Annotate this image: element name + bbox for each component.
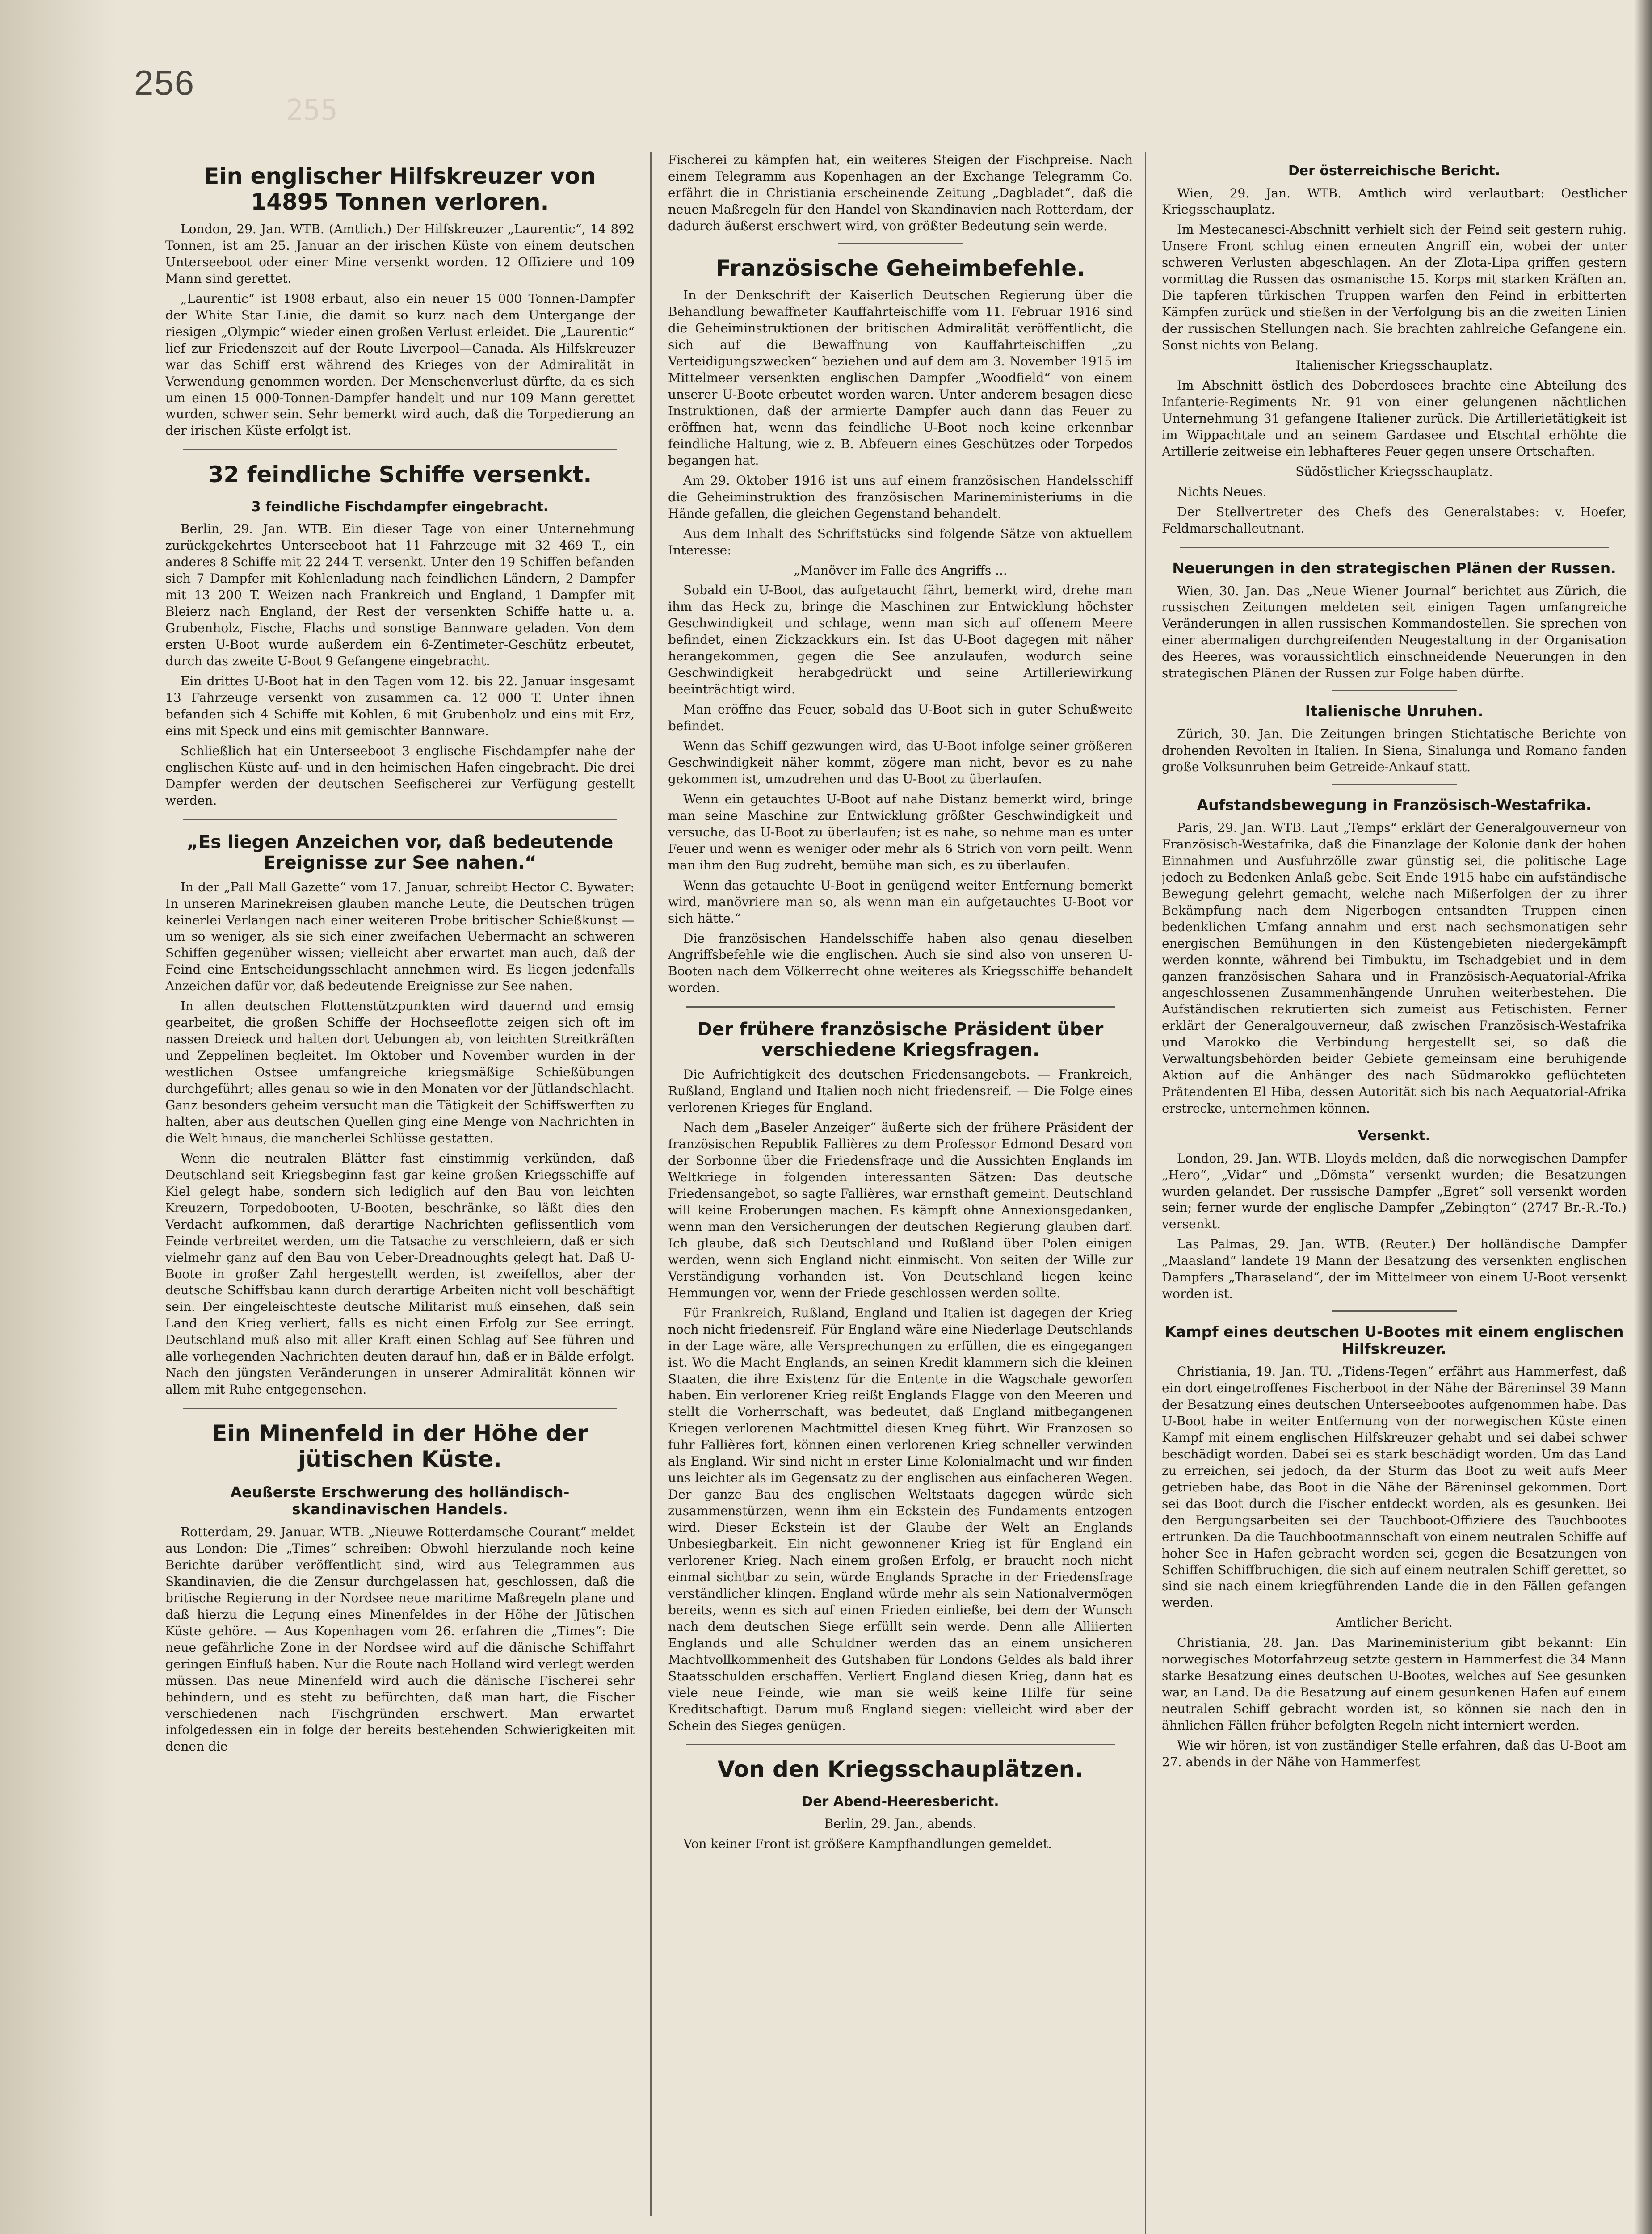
subheadline-handel: Aeußerste Erschwerung des holländisch-skandinavischen Handels. (230, 1483, 570, 1518)
paragraph: Schließlich hat ein Unterseeboot 3 englische Fischdampfer nahe der englischen Küste auf- und in den heimischen Hafen eingebracht. Die drei Dampfer werden der deutschen Seefischerei zur Verfügung gestellt werden. (165, 743, 635, 808)
subheadline-fischdampfer: 3 feindliche Fischdampfer eingebracht. (251, 499, 549, 515)
paragraph: Christiania, 19. Jan. TU. „Tidens-Tegen“ erfährt aus Hammerfest, daß ein dort eingetroffenes Fischerboot in der Nähe der Bäreninsel 39 Mann der Besatzung eines deutschen Unterseebootes aufgenommen habe. Das U-Boot habe in weiter Entfernung von der norwegischen Küste einen Kampf mit einem englischen Hilfskreuzer gehabt und sei dabei schwer beschädigt worden. Dabei sei es stark beschädigt worden. Um das Land zu erreichen, sei jedoch, da der Sturm das Boot zu weit aufs Meer getrieben habe, das Boot in die Nähe der Bäreninsel gekommen. Dort sei das Boot durch die Fischer entdeckt worden, als es gesunken. Bei den Bergungsarbeiten sei der Tauchboot-Offiziere des Tauchbootes ertrunken. Da die Tauchbootmannschaft von einem neutralen Schiffe auf hoher See in Hafen gebracht worden sei, gegen die Besatzungen von Schiffen Schiffbruchigen, die sich auf einem neutralen Schiff gerettet, so sind sie nach einem kriegführenden Lande die in den Fällen gefangen werden. (1162, 1364, 1627, 1610)
paragraph: Die Aufrichtigkeit des deutschen Friedensangebots. — Frankreich, Rußland, England und Italien noch nicht friedensreif. — Die Folge eines verlorenen Krieges für England. (668, 1067, 1133, 1115)
paragraph: Las Palmas, 29. Jan. WTB. (Reuter.) Der holländische Dampfer „Maasland“ landete 19 Mann der Besatzung des versenkten englischen Dampfers „Tharaseland“, der im Mittelmeer von einem U-Boot versenkt worden ist. (1162, 1237, 1627, 1302)
column-rule-2 (1145, 152, 1146, 2234)
paragraph: Nichts Neues. (1177, 484, 1267, 499)
separator (183, 1408, 617, 1409)
headline-westafrika: Aufstandsbewegung in Französisch-Westafrika. (1197, 796, 1592, 814)
headline-italien: Italienische Unruhen. (1305, 702, 1484, 720)
subheadline-heeresbericht: Der Abend-Heeresbericht. (802, 1793, 999, 1810)
headline-geheimbefehle: Französische Geheimbefehle. (715, 255, 1085, 281)
paragraph: London, 29. Jan. WTB. (Amtlich.) Der Hilfskreuzer „Laurentic“, 14 892 Tonnen, ist am 25. Januar an der irischen Küste von einem deutschen Unterseeboot oder einer Mine versenkt worden. 12 Offiziere und 109 Mann sind gerettet. (165, 222, 635, 286)
headline-anzeichen: „Es liegen Anzeichen vor, daß bedeutende Ereignisse zur See nahen.“ (186, 831, 614, 873)
section-label: Südöstlicher Kriegsschauplatz. (1295, 464, 1493, 479)
separator (1332, 690, 1457, 691)
paragraph: Am 29. Oktober 1916 ist uns auf einem französischen Handelsschiff die Geheiminstruktion des französischen Marineministeriums in die Hände gefallen, die gleichen Gegenstand behandelt. (668, 473, 1133, 521)
paragraph: Paris, 29. Jan. WTB. Laut „Temps“ erklärt der Generalgouverneur von Französisch-Westafrika, daß die Finanzlage der Kolonie dank der hohen Einnahmen und Ausfuhrzölle zwar günstig sei, die politische Lage jedoch zu Bedenken Anlaß gebe. Seit Ende 1915 habe ein aufständische Bewegung gelehrt gemacht, welche nach Mißerfolgen der zu ihrer Bekämpfung nach dem Nigerbogen entsandten Truppen einen bedenklichen Umfang annahm und erst nach sechsmonatigen sehr energischen Bemühungen in den Küstengebieten niedergekämpft werden konnte, während bei Timbuktu, im Tschadgebiet und in dem ganzen französischen Sahara und in Französisch-Aequatorial-Afrika angeschlossenen Zusammenhängende Unruhen weiterbestehen. Die Aufständischen rekrutierten sich zumeist aus Fetischisten. Ferner erklärt der Generalgouverneur, daß zwischen Französisch-Westafrika und Marokko die Verbindung hergestellt sei, so daß die Verwaltungsbehörden beider Gebiete gemeinsam eine beruhigende Aktion auf die Anhänger des nach Südmarokko geflüchteten Prätendenten El Hiba, dessen Autorität sich bis nach Aequatorial-Afrika erstrecke, unternehmen können. (1162, 820, 1627, 1116)
separator (686, 1006, 1115, 1008)
page-fold-shadow (1634, 0, 1652, 2234)
headline-minenfeld: Ein Minenfeld in der Höhe der jütischen Küste. (212, 1420, 588, 1472)
paragraph: Wenn die neutralen Blätter fast einstimmig verkünden, daß Deutschland seit Kriegsbeginn fast gar keine großen Kriegsschiffe auf Kiel gelegt habe, sondern sich lediglich auf den Bau von leichten Kreuzern, Torpedobooten, U-Booten, beschränke, so läßt dies den Verdacht aufkommen, daß derartige Nachrichten geflissentlich vom Feinde verbreitet werden, um die Tatsache zu verschleiern, daß er sich vielmehr ganz auf den Bau von Ueber-Dreadnoughts gelegt hat. Daß U-Boote in großer Zahl hergestellt werden, ist zweifellos, aber der deutsche Schiffsbau kann durch derartige Arbeiten nicht voll beschäftigt sein. Der eingeleischteste deutsche Militarist muß einsehen, daß sein Land den Krieg verliert, falls es nicht einen Erfolg zur See erringt. Deutschland muß also mit aller Kraft einen Schlag auf See führen und alle vorliegenden Nachrichten deuten darauf hin, daß er in Bälde erfolgt. Nach den jüngsten Veränderungen in unserer Admiralität können wir allem mit Ruhe entgegensehen. (165, 1151, 635, 1397)
separator (1180, 547, 1609, 548)
paragraph: Wie wir hören, ist von zuständiger Stelle erfahren, daß das U-Boot am 27. abends in der Nähe von Hammerfest (1162, 1738, 1627, 1769)
headline-praesident: Der frühere französische Präsident über verschiedene Kriegsfragen. (697, 1019, 1104, 1061)
separator (183, 449, 617, 450)
page-edge-shadow (0, 0, 116, 2234)
paragraph: In der Denkschrift der Kaiserlich Deutschen Regierung über die Behandlung bewaffneter Kauffahrteischiffe vom 11. Februar 1916 sind die Geheiminstruktionen der britischen Admiralität veröffentlicht, die sich auf die Bewaffnung von Kauffahrteischiffen „zu Verteidigungszwecken“ beziehen und auf dem am 3. November 1915 im Mittelmeer versenkten englischen Dampfer „Woodfield“ von einem unserer U-Boote erbeutet worden waren. Unter anderem besagen diese Instruktionen, daß der armierte Dampfer auch dann das Feuer zu eröffnen hat, wenn das feindliche U-Boot noch keine erkennbar feindliche Haltung, wie z. B. Abfeuern eines Geschützes oder Torpedos begangen hat. (668, 288, 1133, 468)
column-2 (668, 152, 1133, 2234)
headline-schiffe-versenkt: 32 feindliche Schiffe versenkt. (208, 462, 592, 488)
paragraph: Berlin, 29. Jan., abends. (824, 1816, 977, 1831)
headline-hilfskreuzer: Ein englischer Hilfskreuzer von 14895 Tonnen verloren. (204, 163, 596, 215)
paragraph: Wenn ein getauchtes U-Boot auf nahe Distanz bemerkt wird, bringe man seine Maschine zur Entwicklung größter Geschwindigkeit und versuche, das U-Boot zu überlaufen; ist es nahe, so nehme man es unter Feuer und wenn es weniger oder mehr als 6 Strich von vorn peilt. Wenn man ihm den Bug zudreht, bemühe man sich, es zu überlaufen. (668, 791, 1133, 873)
paragraph: Aus dem Inhalt des Schriftstücks sind folgende Sätze von aktuellem Interesse: (668, 526, 1133, 558)
paragraph: Wenn das getauchte U-Boot in genügend weiter Entfernung bemerkt wird, manövriere man so, als wenn man ein aufgetauchtes U-Boot vor sich hätte.“ (668, 878, 1133, 926)
headline-oesterreich-bericht: Der österreichische Bericht. (1288, 163, 1501, 179)
column-rule-1 (650, 152, 652, 2216)
paragraph: Man eröffne das Feuer, sobald das U-Boot sich in guter Schußweite befindet. (668, 702, 1133, 734)
bleed-through-number: 255 (286, 94, 338, 127)
paragraph: Wien, 30. Jan. Das „Neue Wiener Journal“ berichtet aus Zürich, die russischen Zeitungen meldeten seit einigen Tagen umfangreiche Veränderungen in allen russischen Kommandostellen. Sie sprechen von einer abermaligen durchgreifenden Neugestaltung in der Organisation des Heeres, was voraussichtlich einschneidende Neuerungen in den strategischen Plänen der Russen zur Folge haben dürfte. (1162, 583, 1627, 681)
separator (838, 243, 963, 244)
paragraph: Ein drittes U-Boot hat in den Tagen vom 12. bis 22. Januar insgesamt 13 Fahrzeuge versenkt von zusammen ca. 12 000 T. Unter ihnen befanden sich 4 Schiffe mit Kohlen, 6 mit Grubenholz und eins mit Erz, eins mit Speck und eins mit gemischter Bannware. (165, 673, 635, 738)
headline-ubootkampf: Kampf eines deutschen U-Bootes mit einem englischen Hilfskreuzer. (1164, 1323, 1624, 1358)
paragraph: Im Mestecanesci-Abschnitt verhielt sich der Feind seit gestern ruhig. Unsere Front schlug einen erneuten Angriff ein, wobei der unter schweren Verlusten abgeschlagen. An der Zlota-Lipa griffen gestern vormittag die Russen das osmanische 15. Korps mit starken Kräften an. Die tapferen türkischen Truppen warfen den Feind in erbitterten Kämpfen zurück und stießen in der Verfolgung bis an die zweiten Linien der russischen Stellungen nach. Sie brachten zahlreiche Gefangene ein. Sonst nichts von Belang. (1162, 222, 1627, 353)
separator (1332, 784, 1457, 785)
paragraph: London, 29. Jan. WTB. Lloyds melden, daß die norwegischen Dampfer „Hero“, „Vidar“ und „Dömsta“ versenkt wurden; die Besatzungen wurden gelandet. Der russische Dampfer „Egret“ soll versenkt worden sein; ferner wurde der englische Dampfer „Zebington“ (2747 Br.-R.-To.) versenkt. (1162, 1151, 1627, 1232)
paragraph: Christiania, 28. Jan. Das Marineministerium gibt bekannt: Ein norwegisches Motorfahrzeug setzte gestern in Hammerfest die 34 Mann starke Besatzung eines deutschen U-Bootes, welches auf See gesunken war, an Land. Da die Besatzung auf einem gesunkenen Hafen auf einem neutralen Schiff gebracht worden ist, so können sie nach den in ähnlichen Fällen früher befolgten Regeln nicht interniert werden. (1162, 1635, 1627, 1733)
paragraph: „Laurentic“ ist 1908 erbaut, also ein neuer 15 000 Tonnen-Dampfer der White Star Linie, die damit so kurz nach dem Untergange der riesigen „Olympic“ wieder einen großen Verlust erleidet. Die „Laurentic“ lief zur Friedenszeit auf der Route Liverpool—Canada. Als Hilfskreuzer war das Schiff erst während des Krieges von der Admiralität in Verwendung genommen worden. Der Menschenverlust dürfte, da es sich um einen 15 000-Tonnen-Dampfer handelt und nur 109 Mann gerettet wurden, schwer sein. Sehr bemerkt wird auch, daß die Torpedierung an der irischen Küste erfolgt ist. (165, 291, 635, 438)
headline-russen: Neuerungen in den strategischen Plänen der Russen. (1172, 559, 1616, 577)
paragraph: Berlin, 29. Jan. WTB. Ein dieser Tage von einer Unternehmung zurückgekehrtes Unterseeboot hat 11 Fahrzeuge mit 32 469 T., ein anderes 8 Schiffe mit 22 244 T. versenkt. Unter den 19 Schiffen befanden sich 7 Dampfer mit Kohlenladung nach feindlichen Ländern, 2 Dampfer mit 13 200 T. Weizen nach Frankreich und England, 1 Dampfer mit Bleierz nach England, der Rest der versenkten Schiffe hatte u. a. Grubenholz, Fische, Flachs und sonstige Bannware geladen. Von dem ersten U-Boot wurde außerdem ein 6-Zentimeter-Geschütz erbeutet, durch das zweite U-Boot 9 Gefangene eingebracht. (165, 521, 635, 669)
paragraph: Von keiner Front ist größere Kampfhandlungen gemeldet. (683, 1836, 1052, 1852)
paragraph: Nach dem „Baseler Anzeiger“ äußerte sich der frühere Präsident der französischen Republik Fallières zu dem Professor Edmond Desard von der Sorbonne über die Friedensfrage und die Aussichten Englands im Weltkriege in folgenden interessanten Sätzen: Das deutsche Friedensangebot, so sagte Fallières, war ernsthaft gemeint. Deutschland will keine Eroberungen machen. Es kämpft ohne Annexionsgedanken, wenn man den Versicherungen der deutschen Regierung glauben darf. Ich glaube, daß sich Deutschland und Rußland über Polen einigen werden, wenn sich England nicht einmischt. Von seiten der Wille zur Verständigung vorhanden ist. Von Deutschland liegen keine Hemmungen vor, wenn der Friede geschlossen werden sollte. (668, 1120, 1133, 1300)
column-3 (1162, 152, 1627, 2234)
headline-versenkt: Versenkt. (1358, 1128, 1430, 1144)
column-1 (165, 152, 635, 2149)
paragraph: Die französischen Handelsschiffe haben also genau dieselben Angriffsbefehle wie die englischen. Auch sie sind also von unseren U-Booten nach dem Völkerrecht ohne weiteres als Kriegsschiffe behandelt worden. (668, 931, 1133, 995)
paragraph: „Manöver im Falle des Angriffs ... (794, 563, 1007, 578)
headline-kriegsschauplaetze: Von den Kriegsschauplätzen. (717, 1756, 1084, 1783)
separator (1332, 1310, 1457, 1312)
paragraph: In der „Pall Mall Gazette“ vom 17. Januar, schreibt Hector C. Bywater: In unseren Marinekreisen glauben manche Leute, die Deutschen trügen keinerlei Verlangen nach einer weiteren Probe britischer Schießkunst — um so weniger, als sie sich einer zweifachen Uebermacht an schweren Schiffen gegenüber wissen; vielleicht aber erwartet man auch, daß der Feind eine Entscheidungsschlacht annehmen wird. Es liegen jedenfalls Anzeichen dafür vor, daß bedeutende Ereignisse zur See nahen. (165, 879, 635, 994)
paragraph: Wenn das Schiff gezwungen wird, das U-Boot infolge seiner größeren Geschwindigkeit näher kommt, zögere man nicht, bevor es zu nahe gekommen ist, umzudrehen und das U-Boot zu überlaufen. (668, 739, 1133, 786)
page-number: 256 (134, 63, 195, 102)
section-label: Italienischer Kriegsschauplatz. (1295, 358, 1493, 373)
paragraph: Fischerei zu kämpfen hat, ein weiteres Steigen der Fischpreise. Nach einem Telegramm aus Kopenhagen an der Exchange Telegramm Co. erfährt die in Christiania erscheinende Zeitung „Dagbladet“, daß die neuen Maßregeln für den Handel von Skandinavien nach Rotterdam, der dadurch äußerst erschwert wird, von größter Bedeutung sein werde. (668, 152, 1133, 233)
paragraph: Für Frankreich, Rußland, England und Italien ist dagegen der Krieg noch nicht friedensreif. Für England wäre eine Niederlage Deutschlands in der Lage wäre, alle Versprechungen zu erfüllen, die es eingegangen ist. Wo die Macht Englands, an seinen Kredit klammern sich die kleinen Staaten, die ihre Existenz für die Entente in die Wagschale geworfen haben. Ein verlorener Krieg reißt Englands Flagge von den Meeren und stellt die Vorherrschaft, was bedeutet, daß England mitbegangenen Kriegen verlorenen Machtmittel diesen Krieg führt. Wir Franzosen so fuhr Fallières fort, können einen verlorenen Krieg schneller verwinden als England. Wir sind nicht in erster Linie Kolonialmacht und wir finden uns leichter als im Gegensatz zu der englischen aus einfacheren Wegen. Der ganze Bau des englischen Weltstaats dagegen würde sich zusammenstürzen, wenn ihm ein Eckstein des Fundaments entzogen wird. Dieser Eckstein ist der Glaube der Welt an Englands Unbesiegbarkeit. Ein nicht gewonnener Krieg ist für England ein verlorener Krieg. Nach einem großen Erfolg, er braucht noch nicht einmal sichtbar zu sein, würde Englands Sprache in der Friedensfrage verständlicher klingen. England würde mehr als sein Nationalvermögen bereits, wenn es sich auf einen Frieden einließe, bei dem der Wunsch nach dem deutschen Siege erfüllt sein werde. Denn alle Alliierten Englands und alle Schuldner werden das an einem unsicheren Machtvollkommenheit des Gutshaben für Londons Geldes als bald ihrer Staatsschulden erschaffen. Verliert England diesen Krieg, dann hat es viele neue Feinde, wie man sie weiß keine Hilfe für seine Kreditschaftigt. Darum muß England siegen: vielleicht wird aber der Schein des Sieges genügen. (668, 1305, 1133, 1733)
signature: Der Stellvertreter des Chefs des Generalstabes: v. Hoefer, Feldmarschalleutnant. (1162, 504, 1627, 536)
section-label: Amtlicher Bericht. (1336, 1615, 1453, 1630)
separator (183, 819, 617, 820)
paragraph: Im Abschnitt östlich des Doberdosees brachte eine Abteilung des Infanterie-Regiments Nr. 91 von einer gelungenen nächtlichen Unternehmung 31 gefangene Italiener zurück. Die Artillerietätigkeit ist im Wippachtale und an seinem Gardasee und Etschtal erhöhte die Artillerie zeitweise ein lebhafteres Feuer gegen unsere Ortschaften. (1162, 378, 1627, 459)
paragraph: Wien, 29. Jan. WTB. Amtlich wird verlautbart: Oestlicher Kriegsschauplatz. (1162, 185, 1627, 217)
paragraph: Zürich, 30. Jan. Die Zeitungen bringen Stichtatische Berichte von drohenden Revolten in Italien. In Siena, Sinalunga und Romano fanden große Volksunruhen beim Getreide-Ankauf statt. (1162, 726, 1627, 775)
paragraph: Sobald ein U-Boot, das aufgetaucht fährt, bemerkt wird, drehe man ihm das Heck zu, bringe die Maschinen zur Entwicklung höchster Geschwindigkeit und schlage, wenn man sich auf offenem Meere befindet, einen Zickzackkurs ein. Ist das U-Boot dagegen mit näher herangekommen, gegen die See anzulaufen, wodurch seine Geschwindigkeit herabgedrückt und seine Artilleriewirkung beeinträchtigt wird. (668, 583, 1133, 697)
paragraph: In allen deutschen Flottenstützpunkten wird dauernd und emsig gearbeitet, die großen Schiffe der Hochseeflotte zeigen sich oft im nassen Dreieck und halten dort Uebungen ab, von leichten Streitkräften und Zeppelinen begleitet. Im Oktober und November wurden in der westlichen Ostsee umfangreiche kriegsmäßige Schießübungen durchgeführt; alles genau so wie in den Monaten vor der Jütlandschlacht. Ganz besonders geheim versucht man die Tätigkeit der Schiffswerften zu halten, aber aus deutschen Quellen ging eine Menge von Nachrichten in die Welt hinaus, die mancherlei Schlüsse gestatten. (165, 999, 635, 1146)
paragraph: Rotterdam, 29. Januar. WTB. „Nieuwe Rotterdamsche Courant“ meldet aus London: Die „Times“ schreiben: Obwohl hierzulande noch keine Berichte darüber veröffentlicht sind, wird aus Telegrammen aus Skandinavien, die die Zensur durchgelassen hat, geschlossen, daß die britische Regierung in der Nordsee neue maritime Maßregeln plane und daß hierzu die Legung eines Minenfeldes in der Höhe der Jütischen Küste gehöre. — Aus Kopenhagen vom 26. erfahren die „Times“: Die neue gefährliche Zone in der Nordsee wird auf die dänische Schiffahrt geringen Einfluß haben. Nur die Route nach Holland wird verlegt werden müssen. Das neue Minenfeld wird auch die dänische Fischerei sehr behindern, und es steht zu befürchten, daß man hart, die Fischer verschiedenen nach Fischgründen erschwert. Man erwartet infolgedessen ein in folge der bereits bestehenden Schwierigkeiten mit denen die (165, 1524, 635, 1754)
separator (686, 1744, 1115, 1745)
